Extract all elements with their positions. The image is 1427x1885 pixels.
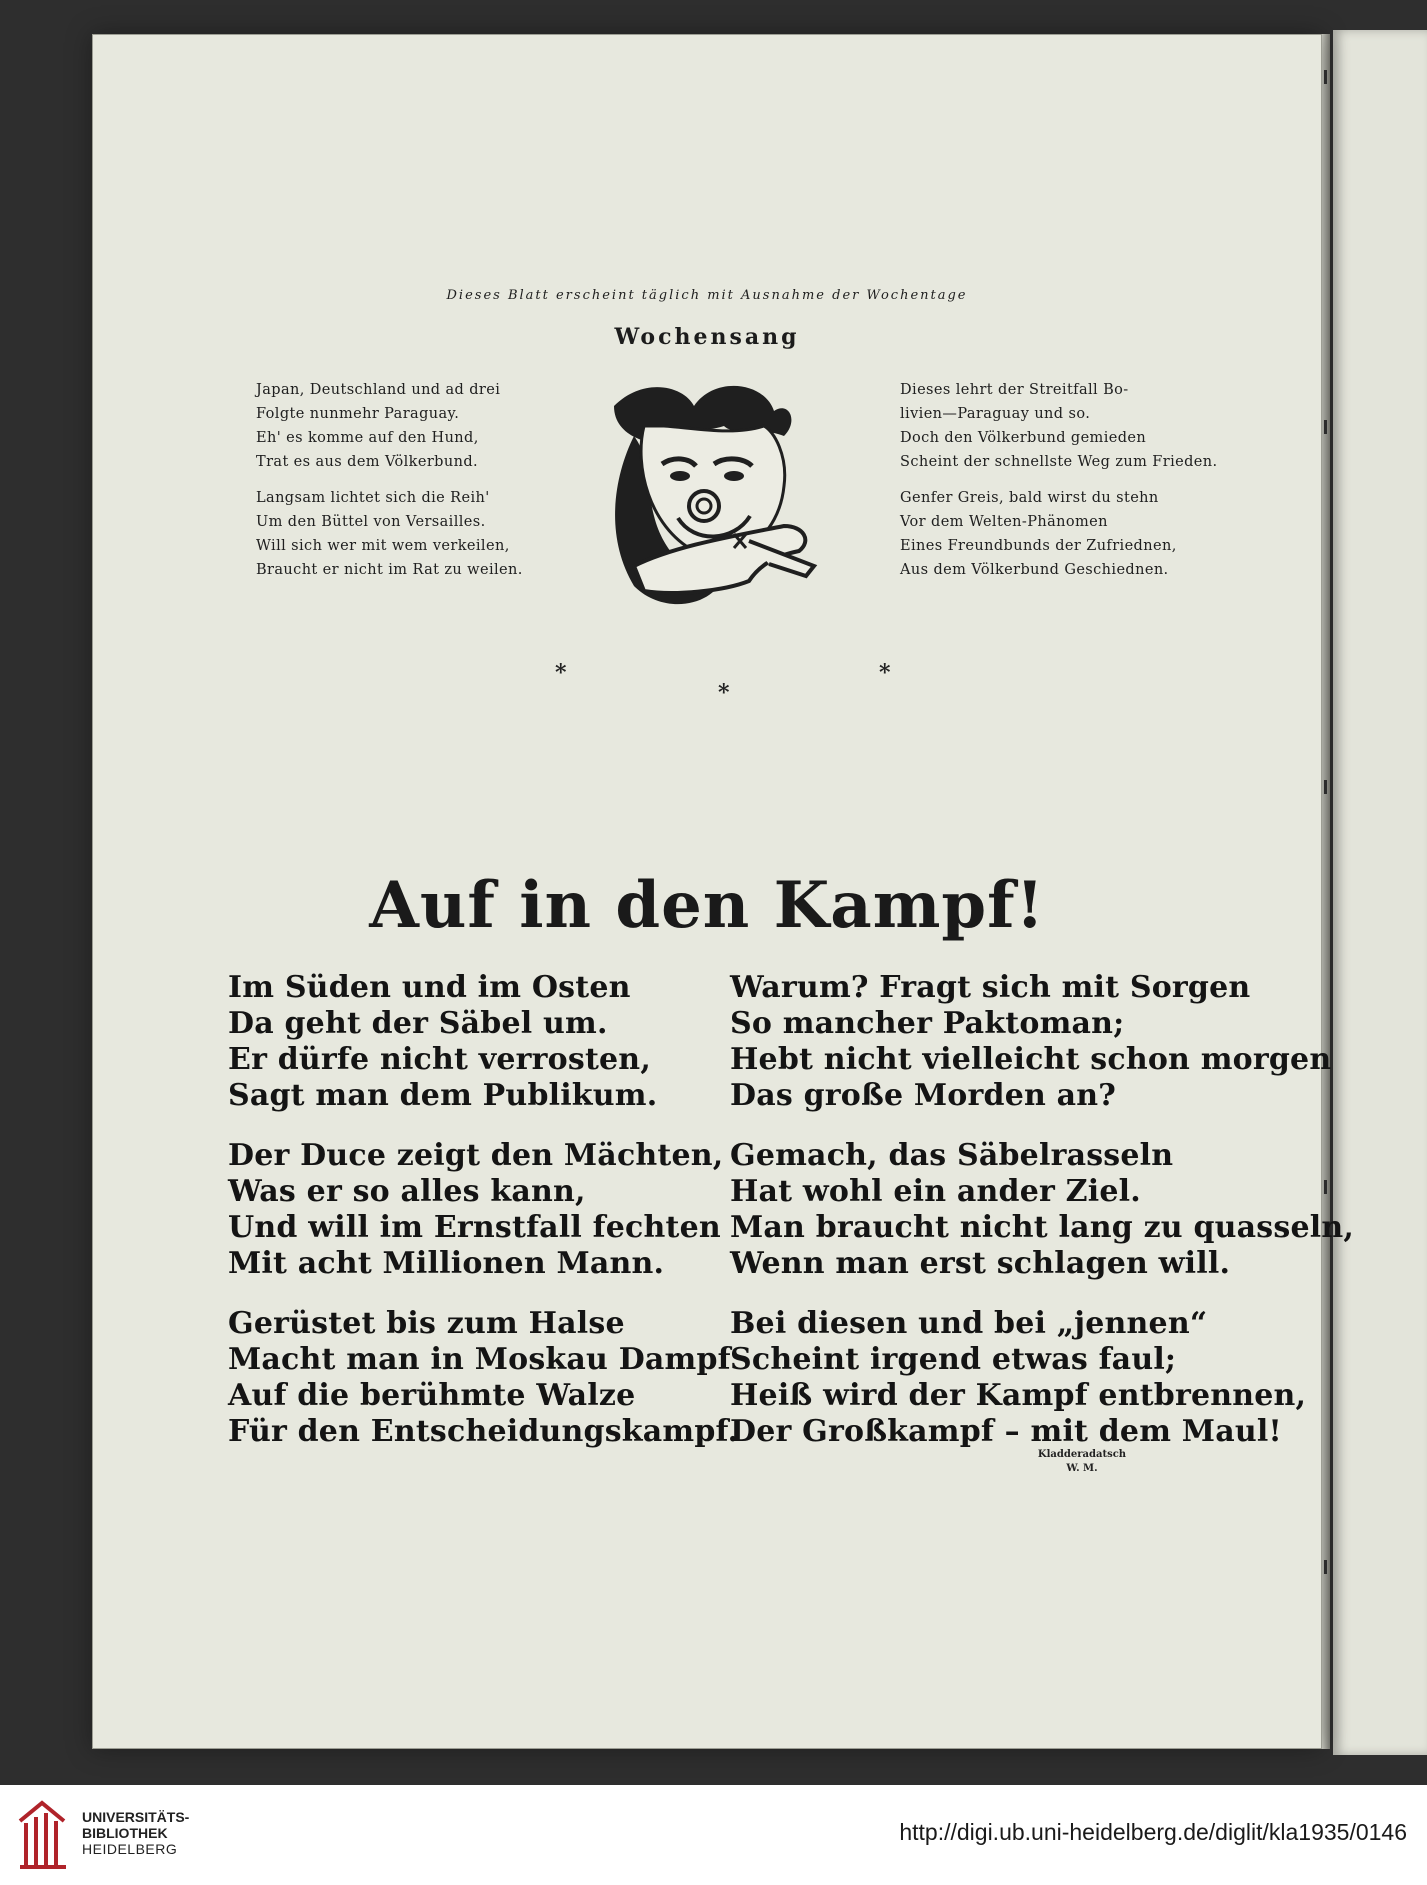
poem-stanza [730, 1138, 1354, 1282]
permalink-url[interactable]: http://digi.ub.uni-heidelberg.de/diglit/kla1935/0146 [899, 1819, 1407, 1845]
verse-line: Genfer Greis, bald wirst du stehn [900, 490, 1159, 506]
verse-line: Macht man in Moskau Dampf [228, 1342, 731, 1377]
verse-line: Doch den Völkerbund gemieden [900, 430, 1147, 446]
poem-stanza [730, 970, 1354, 1114]
poem-stanza [228, 1306, 738, 1450]
verse-line: Eines Freundbunds der Zufriednen, [900, 538, 1177, 554]
weekly-stanza [900, 486, 1218, 582]
verse-line: So mancher Paktoman; [730, 1006, 1125, 1041]
verse-line: livien—Paraguay und so. [900, 406, 1091, 422]
author-initials: W. M. [1066, 1463, 1098, 1474]
source-name: Kladderadatsch [1037, 1449, 1127, 1460]
verse-line: Scheint der schnellste Weg zum Frieden. [900, 454, 1218, 470]
separator-asterisk: * [718, 680, 730, 706]
separator-asterisk: * [879, 660, 891, 686]
library-name-line: UNIVERSITÄTS- [82, 1809, 190, 1825]
verse-line: Aus dem Völkerbund Geschiednen. [900, 562, 1169, 578]
poem-stanza [730, 1306, 1354, 1450]
verse-line: Er dürfe nicht verrosten, [228, 1042, 651, 1077]
separator-asterisk: * [555, 660, 567, 686]
verse-line: Um den Büttel von Versailles. [256, 514, 486, 530]
weekly-song-title: Wochensang [614, 324, 800, 350]
verse-line: Sagt man dem Publikum. [228, 1078, 658, 1113]
verse-line: Wenn man erst schlagen will. [730, 1246, 1231, 1281]
poem-stanza [228, 1138, 738, 1282]
verse-line: Vor dem Welten-Phänomen [900, 514, 1108, 530]
poem-left-column [228, 970, 738, 1474]
verse-line: Warum? Fragt sich mit Sorgen [730, 970, 1251, 1005]
heidelberg-library-logo-icon[interactable] [16, 1799, 70, 1871]
binding-stitch [1324, 1560, 1327, 1574]
binding-stitch [1324, 70, 1327, 84]
poem-stanza [228, 970, 738, 1114]
verse-line: Scheint irgend etwas faul; [730, 1342, 1177, 1377]
caricature-illustration [574, 366, 844, 636]
verse-line: Der Duce zeigt den Mächten, [228, 1138, 724, 1173]
binding-stitch [1324, 420, 1327, 434]
verse-line: Hebt nicht vielleicht schon morgen [730, 1042, 1332, 1077]
library-name[interactable] [82, 1809, 189, 1857]
library-name-line: BIBLIOTHEK [82, 1825, 168, 1841]
weekly-stanza [256, 378, 523, 474]
verse-line: Langsam lichtet sich die Reih' [256, 490, 490, 506]
masthead-tagline: Dieses Blatt erscheint täglich mit Ausnahme der Wochentage [446, 288, 968, 303]
verse-line: Auf die berühmte Walze [228, 1378, 636, 1413]
verse-line: Eh' es komme auf den Hund, [256, 430, 479, 446]
verse-line: Man braucht nicht lang zu quasseln, [730, 1210, 1355, 1245]
verse-line: Der Großkampf – mit dem Maul! [730, 1414, 1282, 1449]
newspaper-page [92, 34, 1355, 1749]
verse-line: Da geht der Säbel um. [228, 1006, 608, 1041]
verse-line: Hat wohl ein ander Ziel. [730, 1174, 1141, 1209]
source-attribution [1012, 1448, 1152, 1476]
poem-right-column [730, 970, 1354, 1474]
library-footer [0, 1785, 1427, 1885]
verse-line: Bei diesen und bei „jennen“ [730, 1306, 1208, 1341]
weekly-song-right-column [900, 378, 1218, 594]
verse-line: Und will im Ernstfall fechten [228, 1210, 721, 1245]
verse-line: Was er so alles kann, [228, 1174, 586, 1209]
verse-line: Das große Morden an? [730, 1078, 1117, 1113]
library-name-line: HEIDELBERG [82, 1841, 178, 1857]
verse-line: Gemach, das Säbelrasseln [730, 1138, 1174, 1173]
weekly-song-left-column [256, 378, 523, 594]
page-shadow-edge [1322, 34, 1330, 1749]
verse-line: Heiß wird der Kampf entbrennen, [730, 1378, 1307, 1413]
adjacent-page-edge [1333, 30, 1427, 1755]
verse-line: Trat es aus dem Völkerbund. [256, 454, 479, 470]
verse-line: Folgte nunmehr Paraguay. [256, 406, 460, 422]
verse-line: Dieses lehrt der Streitfall Bo- [900, 382, 1129, 398]
poem-title: Auf in den Kampf! [369, 868, 1045, 943]
verse-line: Für den Entscheidungskampf. [228, 1414, 739, 1449]
verse-line: Gerüstet bis zum Halse [228, 1306, 625, 1341]
verse-line: Braucht er nicht im Rat zu weilen. [256, 562, 523, 578]
weekly-stanza [256, 486, 523, 582]
weekly-stanza [900, 378, 1218, 474]
verse-line: Japan, Deutschland und ad drei [256, 382, 501, 398]
verse-line: Im Süden und im Osten [228, 970, 631, 1005]
verse-line: Will sich wer mit wem verkeilen, [256, 538, 510, 554]
binding-stitch [1324, 780, 1327, 794]
verse-line: Mit acht Millionen Mann. [228, 1246, 665, 1281]
